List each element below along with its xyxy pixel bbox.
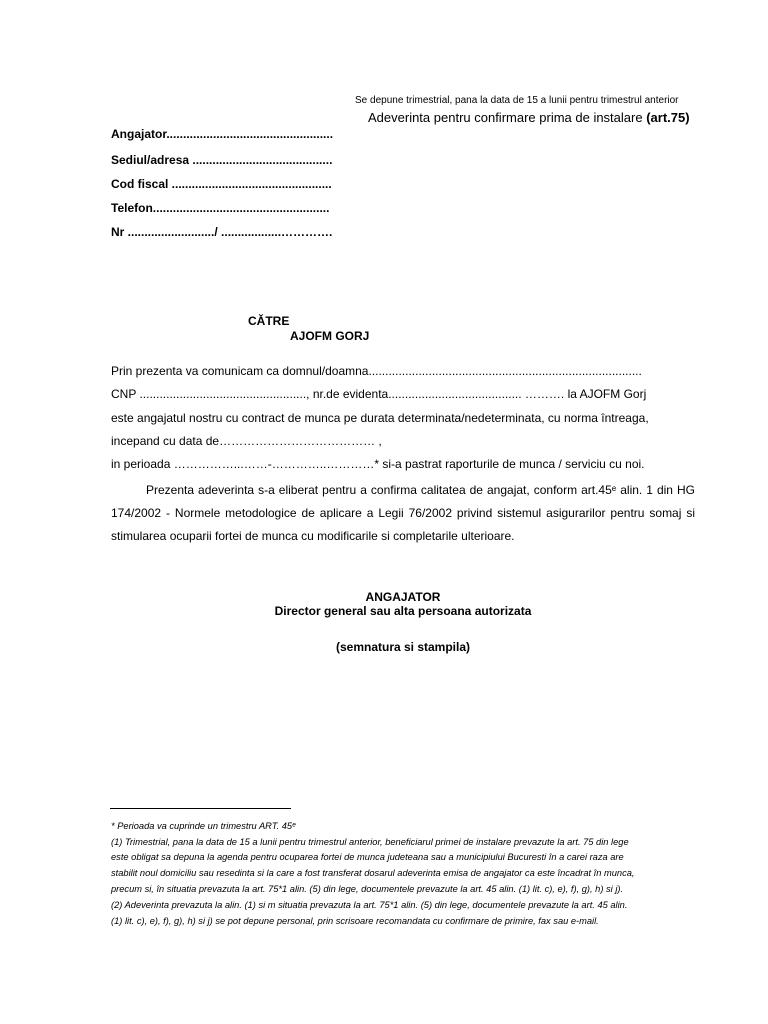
legal-paragraph: [111, 479, 695, 548]
fiscal-code-field: Cod fiscal ................................................: [111, 177, 332, 191]
subtitle-article: (art.75): [646, 110, 690, 125]
footnote-line: (1) lit. c), e), f), g), h) si j) se pot depune personal, prin scrisoare recomandata cu confirmare de primire, fax sau e-mail.: [111, 916, 599, 926]
footnote-line: este obligat sa depuna la agenda pentru ocuparea fortei de munca judeteana sau a municipiului Bucuresti în a carei raza are: [111, 852, 624, 862]
footnote-line: (2) Adeverinta prevazuta la alin. (1) si m situatia prevazuta la art. 75*1 alin. (5) din lege, documentele prevazute la art. 45 alin.: [111, 900, 628, 910]
subtitle-text: Adeverinta pentru confirmare prima de instalare: [368, 110, 647, 125]
legal-paragraph-text: Prezenta adeverinta s-a eliberat pentru a confirma calitatea de angajat, conform art.45ᵉ alin. 1 din HG 174/2002 - Normele metodologice de aplicare a Legii 76/2002 privind sistemul asigurarilor pentru somaj si stimularea ocuparii fortei de munca cu modificarile si completarile ulterioare.: [111, 483, 695, 543]
phone-field: Telefon.....................................................: [111, 201, 330, 215]
signature-note: (semnatura si stampila): [335, 640, 471, 654]
footnote-divider: [110, 808, 291, 809]
footnote-asterisk: * Perioada va cuprinde un trimestru ART. 45ᵉ: [111, 821, 296, 831]
address-field: Sediul/adresa ..........................................: [111, 153, 333, 167]
number-field: Nr ........................../ ..................………….: [111, 225, 333, 239]
body-line-contract: este angajatul nostru cu contract de munca pe durata determinata/nedeterminata, cu norma întreaga,: [111, 411, 649, 425]
submission-note: Se depune trimestrial, pana la data de 15 a lunii pentru trimestrul anterior: [355, 95, 679, 106]
recipient-label: CĂTRE: [248, 314, 290, 328]
footnote-line: stabilit noul domiciliu sau resedinta si la care a fost transferat dosarul adeverinta emisa de angajator ca este încadrat în munca,: [111, 868, 635, 878]
signature-role: Director general sau alta persoana autorizata: [274, 604, 532, 618]
footnote-line: precum si, în situatia prevazuta la art. 75*1 alin. (5) din lege, documentele prevazute la art. 45 alin. (1) lit. c), e), f), g), h) si j).: [111, 884, 624, 894]
recipient-institution: AJOFM GORJ: [290, 329, 370, 343]
body-line-start-date: incepand cu data de………………………………… ,: [111, 434, 382, 448]
document-subtitle: [368, 110, 690, 125]
body-line-period: in perioada ……………...……-…………..…………* si-a pastrat raporturile de munca / serviciu cu noi.: [111, 457, 645, 471]
employer-field: Angajator..................................................: [111, 127, 334, 141]
body-line-cnp: CNP .................................................., nr.de evidenta........................................ ………. la AJOFM Gorj: [111, 387, 647, 401]
footnote-line: (1) Trimestrial, pana la data de 15 a lunii pentru trimestrul anterior, beneficiarul primei de instalare prevazute la art. 75 din lege: [111, 837, 629, 847]
signature-title: ANGAJATOR: [365, 590, 441, 604]
body-line-name: Prin prezenta va comunicam ca domnul/doamna..................................................................................: [111, 364, 642, 378]
